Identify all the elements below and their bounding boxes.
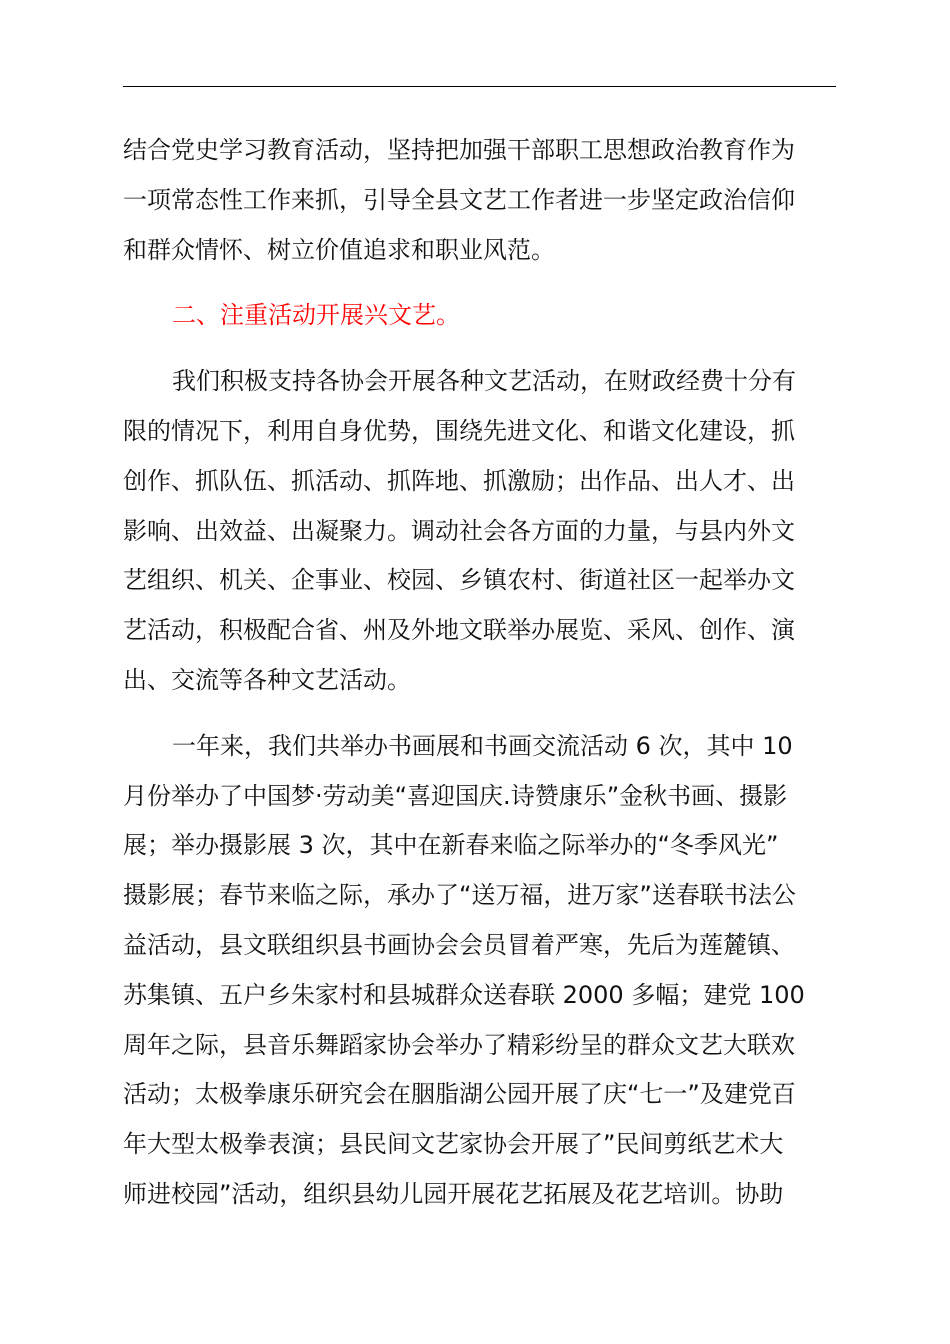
text-line: 一项常态性工作来抓，引导全县文艺工作者进一步坚定政治信仰: [123, 185, 795, 214]
text-line: 艺组织、机关、企事业、校园、乡镇农村、街道社区一起举办文: [123, 566, 795, 595]
text-line: 我们积极支持各协会开展各种文艺活动，在财政经费十分有: [172, 367, 796, 396]
paragraph-activities: [123, 357, 836, 706]
text-line: 一年来，我们共举办书画展和书画交流活动 6 次，其中 10: [172, 731, 793, 760]
text-line: 创作、抓队伍、抓活动、抓阵地、抓激励；出作品、出人才、出: [123, 466, 795, 495]
text-line: 月份举办了中国梦·劳动美“喜迎国庆.诗赞康乐”金秋书画、摄影: [123, 781, 788, 810]
text-line: 展；举办摄影展 3 次，其中在新春来临之际举办的“冬季风光”: [123, 831, 779, 860]
paragraph-year-summary: [123, 722, 836, 1220]
header-rule: [123, 86, 836, 87]
text-line: 师进校园”活动，组织县幼儿园开展花艺拓展及花艺培训。协助: [123, 1179, 784, 1208]
document-body: [123, 126, 836, 1220]
text-line: 益活动，县文联组织县书画协会会员冒着严寒，先后为莲麓镇、: [123, 930, 795, 959]
text-line: 影响、出效益、出凝聚力。调动社会各方面的力量，与县内外文: [123, 516, 795, 545]
text-line: 苏集镇、五户乡朱家村和县城群众送春联 2000 多幅；建党 100: [123, 980, 805, 1009]
paragraph-continued: [123, 126, 836, 275]
text-line: 周年之际，县音乐舞蹈家协会举办了精彩纷呈的群众文艺大联欢: [123, 1030, 795, 1059]
section-heading: 二、注重活动开展兴文艺。: [172, 301, 460, 330]
text-line: 年大型太极拳表演；县民间文艺家协会开展了”民间剪纸艺术大: [123, 1130, 784, 1159]
text-line: 活动；太极拳康乐研究会在胭脂湖公园开展了庆“七一”及建党百: [123, 1080, 796, 1109]
text-line: 出、交流等各种文艺活动。: [123, 665, 411, 694]
text-line: 限的情况下，利用自身优势，围绕先进文化、和谐文化建设，抓: [123, 416, 795, 445]
text-line: 摄影展；春节来临之际，承办了“送万福，进万家”送春联书法公: [123, 881, 796, 910]
text-line: 结合党史学习教育活动，坚持把加强干部职工思想政治教育作为: [123, 136, 795, 164]
text-line: 艺活动，积极配合省、州及外地文联举办展览、采风、创作、演: [123, 616, 795, 645]
text-line: 和群众情怀、树立价值追求和职业风范。: [123, 235, 555, 264]
